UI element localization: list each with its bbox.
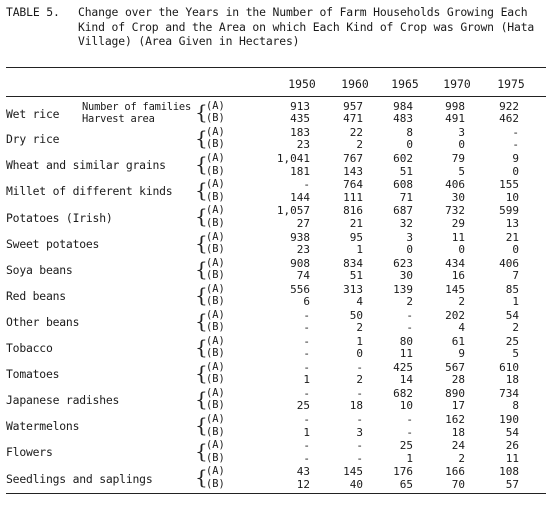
cell-b: 14 xyxy=(399,373,413,387)
cell-a: - xyxy=(406,413,413,427)
cell-a: 834 xyxy=(343,256,363,270)
row-brace: { xyxy=(195,204,208,229)
cell-a: 732 xyxy=(445,204,465,218)
cell-a: 602 xyxy=(393,152,413,166)
cell-b: 2 xyxy=(356,321,363,335)
cell-b: 2 xyxy=(458,295,465,308)
row-brace: { xyxy=(195,413,208,438)
crop-label: Seedlings and saplings xyxy=(6,471,153,486)
row-brace: { xyxy=(195,230,208,255)
row-marker-a: (A) xyxy=(206,334,225,347)
cell-a: 938 xyxy=(290,230,310,244)
row-marker-b: (B) xyxy=(206,321,225,334)
cell-b: 29 xyxy=(451,216,465,230)
cell-b: 74 xyxy=(296,268,310,282)
row-marker-a: (A) xyxy=(206,282,225,295)
cell-b: 18 xyxy=(349,399,363,413)
row-marker-b: (B) xyxy=(206,347,225,360)
row-brace: { xyxy=(195,282,208,307)
cell-a: 21 xyxy=(505,230,519,244)
cell-b: 435 xyxy=(290,112,310,126)
cell-a: 984 xyxy=(393,100,413,113)
row-marker-a: (A) xyxy=(206,439,225,452)
row-brace: { xyxy=(195,126,208,151)
cell-a: 43 xyxy=(296,465,310,479)
year-header-1970: 1970 xyxy=(443,77,471,91)
cell-b: 10 xyxy=(399,399,413,413)
cell-b: 30 xyxy=(399,268,413,282)
crop-label: Other beans xyxy=(6,314,80,329)
cell-a: 79 xyxy=(451,152,465,166)
sublabel-harvest-area: Harvest area xyxy=(82,113,155,126)
crop-label: Soya beans xyxy=(6,262,73,277)
cell-a: - xyxy=(303,178,310,192)
cell-b: 71 xyxy=(399,190,413,204)
cell-a: 22 xyxy=(349,126,363,140)
row-marker-b: (B) xyxy=(206,373,225,386)
cell-a: - xyxy=(356,413,363,427)
row-brace: { xyxy=(195,152,208,177)
cell-b: 483 xyxy=(393,112,413,126)
cell-a: 25 xyxy=(505,334,519,348)
cell-a: 567 xyxy=(445,361,465,374)
cell-b: 16 xyxy=(451,268,465,282)
row-marker-b: (B) xyxy=(206,295,225,307)
crop-label: Flowers xyxy=(6,445,53,460)
cell-b: - xyxy=(303,451,310,465)
row-marker-b: (B) xyxy=(206,190,225,203)
cell-a: 85 xyxy=(505,282,519,296)
cell-b: 1 xyxy=(303,425,310,439)
caption-line: Change over the Years in the Number of Farm Households Growing Each xyxy=(78,5,528,19)
cell-a: 155 xyxy=(499,178,519,192)
cell-a: - xyxy=(303,413,310,427)
cell-b: 181 xyxy=(290,164,310,178)
cell-b: 491 xyxy=(445,112,465,126)
cell-b: 30 xyxy=(451,190,465,204)
cell-a: 8 xyxy=(406,126,413,140)
cell-a: 176 xyxy=(393,465,413,479)
cell-b: 1 xyxy=(406,451,413,465)
row-marker-b: (B) xyxy=(206,242,225,255)
cell-b: 2 xyxy=(458,451,465,465)
row-marker-b: (B) xyxy=(206,477,225,490)
row-brace: { xyxy=(195,465,208,490)
cell-b: 8 xyxy=(512,399,519,413)
cell-a: 1,057 xyxy=(276,204,310,218)
cell-a: 183 xyxy=(290,126,310,140)
crop-label: Tomatoes xyxy=(6,367,60,382)
row-marker-a: (A) xyxy=(206,413,225,426)
cell-a: - xyxy=(356,387,363,401)
cell-a: 145 xyxy=(445,282,465,296)
crop-label: Tobacco xyxy=(6,341,53,356)
cell-b: 10 xyxy=(505,190,519,204)
cell-a: 50 xyxy=(349,308,363,322)
crop-label: Dry rice xyxy=(6,132,60,147)
row-brace: { xyxy=(195,361,208,385)
row-marker-a: (A) xyxy=(206,230,225,243)
row-marker-a: (A) xyxy=(206,308,225,321)
cell-a: 599 xyxy=(499,204,519,218)
cell-a: 734 xyxy=(499,387,519,401)
cell-b: 0 xyxy=(356,347,363,361)
cell-a: 623 xyxy=(393,256,413,270)
bottom-rule xyxy=(6,493,546,494)
cell-a: - xyxy=(356,439,363,453)
cell-b: 11 xyxy=(399,347,413,361)
row-marker-a: (A) xyxy=(206,465,225,478)
cell-a: 190 xyxy=(499,413,519,427)
cell-a: 406 xyxy=(445,178,465,192)
cell-a: 139 xyxy=(393,282,413,296)
cell-a: 9 xyxy=(512,152,519,166)
crop-label: Millet of different kinds xyxy=(6,184,173,199)
row-marker-b: (B) xyxy=(206,268,225,281)
crop-label: Red beans xyxy=(6,288,66,303)
cell-b: 2 xyxy=(512,321,519,335)
row-marker-a: (A) xyxy=(206,178,225,191)
cell-b: 9 xyxy=(458,347,465,361)
cell-b: 462 xyxy=(499,112,519,126)
cell-b: - xyxy=(512,138,519,152)
cell-a: 610 xyxy=(499,361,519,374)
cell-a: 166 xyxy=(445,465,465,479)
top-rule xyxy=(6,67,546,68)
row-marker-a: (A) xyxy=(206,361,225,373)
cell-b: 0 xyxy=(458,242,465,256)
row-marker-b: (B) xyxy=(206,399,225,412)
crop-label: Potatoes (Irish) xyxy=(6,210,113,225)
cell-a: - xyxy=(406,308,413,322)
row-brace: { xyxy=(195,439,208,464)
cell-a: - xyxy=(303,308,310,322)
cell-b: - xyxy=(406,321,413,335)
caption-line: Kind of Crop and the Area on which Each Kind of Crop was Grown (Hata xyxy=(78,19,535,34)
row-marker-b: (B) xyxy=(206,112,225,125)
row-marker-a: (A) xyxy=(206,204,225,217)
crop-label: Watermelons xyxy=(6,419,80,434)
row-marker-b: (B) xyxy=(206,138,225,151)
cell-b: 0 xyxy=(406,242,413,256)
row-marker-b: (B) xyxy=(206,216,225,229)
cell-a: 313 xyxy=(343,282,363,296)
cell-a: - xyxy=(303,387,310,401)
cell-b: - xyxy=(303,321,310,335)
cell-b: 1 xyxy=(512,295,519,308)
cell-b: 0 xyxy=(406,138,413,152)
row-marker-a: (A) xyxy=(206,387,225,400)
year-header-1950: 1950 xyxy=(288,77,316,91)
cell-b: 0 xyxy=(458,138,465,152)
cell-b: 11 xyxy=(505,451,519,465)
cell-a: 108 xyxy=(499,465,519,479)
cell-a: 25 xyxy=(399,439,413,453)
cell-b: 32 xyxy=(399,216,413,230)
cell-b: 70 xyxy=(451,477,465,491)
cell-b: - xyxy=(406,425,413,439)
cell-b: 7 xyxy=(512,268,519,282)
cell-b: 5 xyxy=(458,164,465,178)
crop-label: Sweet potatoes xyxy=(6,236,100,251)
cell-b: 23 xyxy=(296,138,310,152)
cell-b: 111 xyxy=(343,190,363,204)
cell-b: 12 xyxy=(296,477,310,491)
crop-label: Wheat and similar grains xyxy=(6,158,166,173)
cell-a: 767 xyxy=(343,152,363,166)
cell-b: 5 xyxy=(512,347,519,361)
caption-line: Village) (Area Given in Hectares) xyxy=(78,34,300,49)
cell-a: 890 xyxy=(445,387,465,401)
row-marker-b: (B) xyxy=(206,451,225,464)
row-marker-a: (A) xyxy=(206,126,225,139)
cell-a: 908 xyxy=(290,256,310,270)
row-marker-a: (A) xyxy=(206,100,225,112)
row-brace: { xyxy=(195,334,208,359)
cell-a: - xyxy=(356,361,363,374)
cell-a: 145 xyxy=(343,465,363,479)
cell-b: 57 xyxy=(505,477,519,491)
cell-a: 61 xyxy=(451,334,465,348)
cell-a: 556 xyxy=(290,282,310,296)
year-header-1975: 1975 xyxy=(497,77,525,91)
header-rule xyxy=(6,96,546,97)
cell-a: 687 xyxy=(393,204,413,218)
cell-a: - xyxy=(303,439,310,453)
cell-a: 1 xyxy=(356,334,363,348)
cell-b: 4 xyxy=(458,321,465,335)
cell-b: 471 xyxy=(343,112,363,126)
cell-b: 0 xyxy=(512,242,519,256)
cell-a: 26 xyxy=(505,439,519,453)
row-marker-a: (A) xyxy=(206,152,225,165)
year-header-1960: 1960 xyxy=(341,77,369,91)
cell-b: 17 xyxy=(451,399,465,413)
cell-a: 1,041 xyxy=(276,152,310,166)
cell-b: - xyxy=(356,451,363,465)
cell-a: 957 xyxy=(343,100,363,113)
cell-a: 608 xyxy=(393,178,413,192)
crop-label: Wet rice xyxy=(6,107,60,122)
row-brace: { xyxy=(195,256,208,281)
cell-b: - xyxy=(303,347,310,361)
cell-b: 40 xyxy=(349,477,363,491)
cell-a: 406 xyxy=(499,256,519,270)
cell-b: 51 xyxy=(399,164,413,178)
cell-a: 11 xyxy=(451,230,465,244)
crop-label: Japanese radishes xyxy=(6,393,120,408)
cell-b: 28 xyxy=(451,373,465,387)
row-marker-b: (B) xyxy=(206,164,225,177)
cell-a: 202 xyxy=(445,308,465,322)
cell-b: 6 xyxy=(303,295,310,308)
row-brace: { xyxy=(195,100,208,124)
cell-b: 18 xyxy=(451,425,465,439)
year-header-1965: 1965 xyxy=(391,77,419,91)
cell-b: 21 xyxy=(349,216,363,230)
cell-b: 1 xyxy=(303,373,310,387)
sublabel-number-of-families: Number of families xyxy=(82,101,192,113)
cell-a: - xyxy=(303,361,310,374)
row-brace: { xyxy=(195,178,208,203)
cell-a: 922 xyxy=(499,100,519,113)
cell-b: 54 xyxy=(505,425,519,439)
cell-a: 54 xyxy=(505,308,519,322)
row-marker-a: (A) xyxy=(206,256,225,269)
cell-a: 3 xyxy=(406,230,413,244)
cell-a: 80 xyxy=(399,334,413,348)
cell-b: 13 xyxy=(505,216,519,230)
cell-a: 816 xyxy=(343,204,363,218)
cell-a: 3 xyxy=(458,126,465,140)
cell-a: 434 xyxy=(445,256,465,270)
cell-b: 18 xyxy=(505,373,519,387)
row-brace: { xyxy=(195,308,208,333)
cell-b: 143 xyxy=(343,164,363,178)
cell-b: 65 xyxy=(399,477,413,491)
cell-b: 3 xyxy=(356,425,363,439)
row-brace: { xyxy=(195,387,208,412)
cell-a: - xyxy=(303,334,310,348)
cell-b: 23 xyxy=(296,242,310,256)
cell-a: 682 xyxy=(393,387,413,401)
cell-b: 25 xyxy=(296,399,310,413)
cell-a: 24 xyxy=(451,439,465,453)
cell-b: 51 xyxy=(349,268,363,282)
cell-a: - xyxy=(512,126,519,140)
cell-a: 764 xyxy=(343,178,363,192)
cell-a: 95 xyxy=(349,230,363,244)
cell-b: 2 xyxy=(356,373,363,387)
cell-b: 27 xyxy=(296,216,310,230)
cell-a: 913 xyxy=(290,100,310,113)
table-number: TABLE 5. xyxy=(6,5,60,19)
cell-b: 0 xyxy=(512,164,519,178)
cell-b: 2 xyxy=(406,295,413,308)
cell-b: 2 xyxy=(356,138,363,152)
cell-a: 425 xyxy=(393,361,413,374)
row-marker-b: (B) xyxy=(206,425,225,438)
cell-b: 144 xyxy=(290,190,310,204)
cell-a: 162 xyxy=(445,413,465,427)
cell-b: 1 xyxy=(356,242,363,256)
cell-b: 4 xyxy=(356,295,363,308)
cell-a: 998 xyxy=(445,100,465,113)
